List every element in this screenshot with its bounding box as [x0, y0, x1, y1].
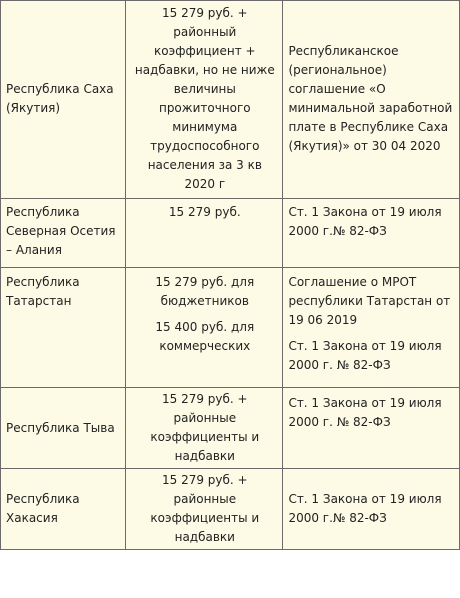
table-row [1, 199, 460, 268]
region-cell: Республика Саха (Якутия) [1, 1, 126, 199]
basis-cell [283, 268, 460, 388]
basis-text: Соглашение о МРОТ республики Татарстан от 19 06 2019 [288, 275, 451, 327]
amount-text: 15 279 руб. + районный коэффициент + надбавки, но не ниже величины прожиточного минимума трудоспособного населения за 3 кв 2020 г [134, 6, 275, 191]
table-row [1, 1, 460, 199]
amount-text: 15 279 руб. + районные коэффициенты и надбавки [150, 473, 260, 544]
basis-text: Ст. 1 Закона от 19 июля 2000 г.№ 82-ФЗ [288, 492, 442, 525]
basis-cell [283, 469, 460, 550]
amount-cell [126, 1, 283, 199]
region-cell: Республика Тыва [1, 388, 126, 469]
amount-cell [126, 388, 283, 469]
region-cell: Республика Татарстан [1, 268, 126, 388]
basis-cell [283, 199, 460, 268]
amount-text: 15 279 руб. + районные коэффициенты и надбавки [150, 392, 260, 463]
amount-cell [126, 268, 283, 388]
basis-text: Ст. 1 Закона от 19 июля 2000 г. № 82-ФЗ [288, 396, 442, 429]
basis-text: Республиканское (региональное) соглашение «О минимальной заработной плате в Республике Саха (Якутия)» от 30 04 2020 [288, 44, 453, 153]
amount-text: 15 279 руб. для бюджетников [155, 275, 255, 308]
table-row [1, 268, 460, 388]
amount-text: 15 400 руб. для коммерческих [155, 320, 255, 353]
amount-cell [126, 469, 283, 550]
basis-text: Ст. 1 Закона от 19 июля 2000 г.№ 82-ФЗ [288, 205, 442, 238]
amount-text: 15 279 руб. [168, 205, 241, 219]
region-cell: Республика Хакасия [1, 469, 126, 550]
basis-text: Ст. 1 Закона от 19 июля 2000 г. № 82-ФЗ [288, 339, 442, 372]
table-row [1, 469, 460, 550]
basis-cell [283, 1, 460, 199]
amount-cell [126, 199, 283, 268]
basis-cell [283, 388, 460, 469]
region-cell: Республика Северная Осетия – Алания [1, 199, 126, 268]
table-row [1, 388, 460, 469]
